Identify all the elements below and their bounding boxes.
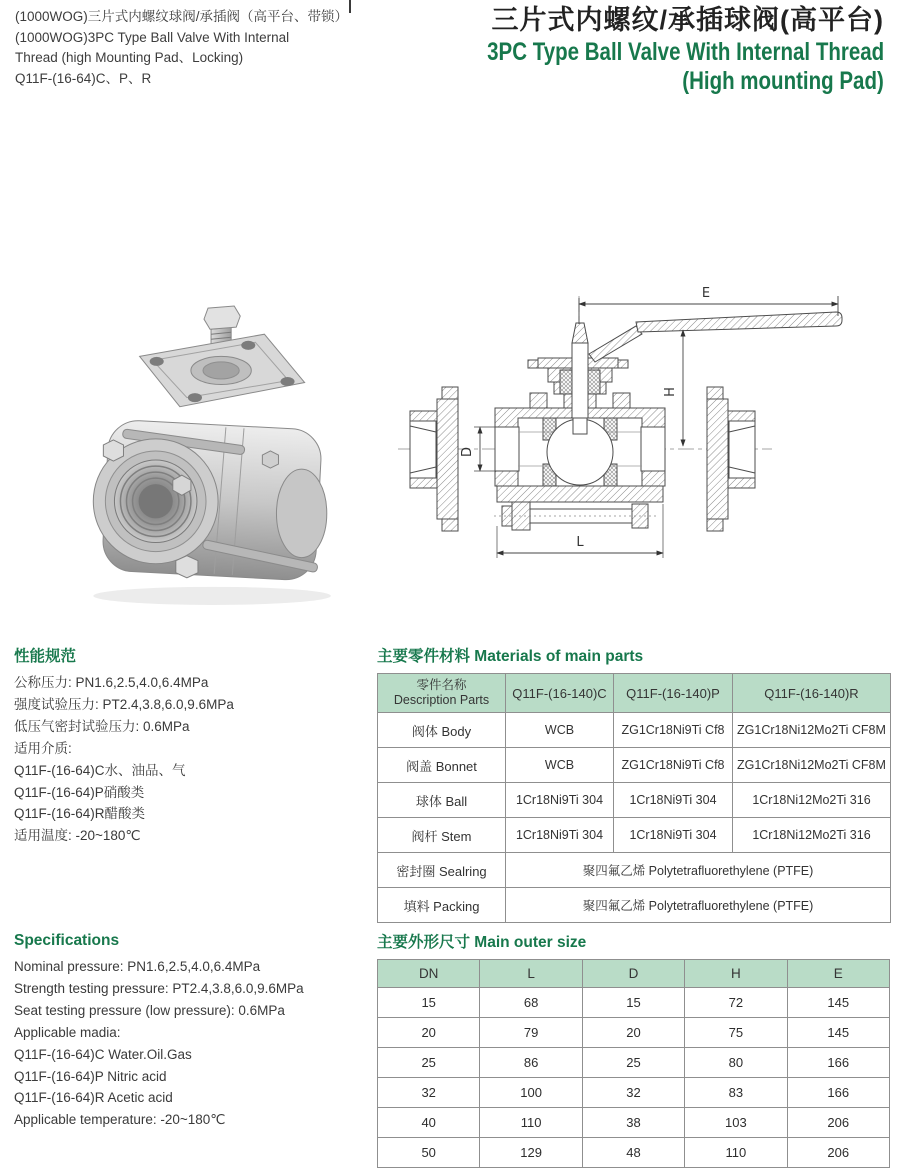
spec-line: Q11F-(16-64)C Water.Oil.Gas [14,1046,192,1062]
table-row: 15 68 15 72 145 [378,988,890,1018]
technical-drawing [390,266,895,601]
size-header-row [378,960,890,988]
size-header-e: E [787,960,889,988]
left-socket-section [410,387,458,531]
bottom-bolt [494,502,656,530]
materials-title: 主要零件材料 Materials of main parts [377,648,644,665]
right-socket-section [707,387,755,531]
spec-line: Q11F-(16-64)R醋酸类 [14,806,146,822]
dim-label-l: L [576,535,584,550]
materials-header-c: Q11F-(16-140)C [506,674,614,713]
page-title-en-line2: (High mounting Pad) [682,67,884,95]
specifications-heading-en: Specifications [14,932,120,949]
spec-line: Q11F-(16-64)P Nitric acid [14,1068,167,1084]
table-row: 40 110 38 103 206 [378,1108,890,1138]
spec-line: 适用温度: -20~180℃ [14,828,141,844]
table-row: 球体 Ball 1Cr18Ni9Ti 304 1Cr18Ni9Ti 304 1Cr18Ni12Mo2Ti 316 [378,783,891,818]
outer-size-table [377,959,890,1168]
spec-line: 适用介质: [14,740,72,756]
size-header-h: H [685,960,787,988]
performance-section-zh [14,644,379,847]
product-id-line-en2: Thread (high Mounting Pad、Locking) [15,50,244,66]
table-row: 阀体 Body WCB ZG1Cr18Ni9Ti Cf8 ZG1Cr18Ni12Mo2Ti CF8M [378,713,891,748]
spec-line: 公称压力: PN1.6,2.5,4.0,6.4MPa [14,675,209,690]
table-row: 阀杆 Stem 1Cr18Ni9Ti 304 1Cr18Ni9Ti 304 1Cr18Ni12Mo2Ti 316 [378,818,891,853]
valve-handle [589,312,842,362]
materials-header-row [378,674,891,713]
materials-header-part: 零件名称 Description Parts [378,674,506,713]
spec-line: Q11F-(16-64)C水、油品、气 [14,762,186,778]
size-header-d: D [582,960,684,988]
outer-size-section [377,930,890,1168]
table-row: 阀盖 Bonnet WCB ZG1Cr18Ni9Ti Cf8 ZG1Cr18Ni12Mo2Ti CF8M [378,748,891,783]
spec-line: Nominal pressure: PN1.6,2.5,4.0,6.4MPa [14,959,261,974]
product-photo [50,298,358,612]
dim-label-e: E [701,286,711,301]
page-title-en [400,38,884,96]
specifications-section-en [14,932,379,1131]
size-header-l: L [480,960,582,988]
page-title [400,2,884,96]
table-row: 32 100 32 83 166 [378,1078,890,1108]
page-title-zh: 三片式内螺纹/承插球阀(高平台) [491,5,884,35]
product-id-line-zh: (1000WOG)三片式内螺纹球阀/承插阀（高平台、带锁） [15,9,349,24]
table-row: 20 79 20 75 145 [378,1018,890,1048]
table-row: 50 129 48 110 206 [378,1138,890,1168]
spec-line: 低压气密封试验压力: 0.6MPa [14,718,190,734]
outer-size-title: 主要外形尺寸 Main outer size [377,934,587,951]
materials-header-r: Q11F-(16-140)R [733,674,891,713]
table-row: 填料 Packing 聚四氟乙烯 Polytetrafluorethylene (PTFE) [378,888,891,923]
materials-header-p: Q11F-(16-140)P [614,674,733,713]
spec-line: 强度试验压力: PT2.4,3.8,6.0,9.6MPa [14,696,234,712]
table-row: 密封圈 Sealring 聚四氟乙烯 Polytetrafluorethylene (PTFE) [378,853,891,888]
spec-line: Applicable temperature: -20~180℃ [14,1112,226,1128]
materials-table [377,673,891,923]
spec-line: Q11F-(16-64)P硝酸类 [14,784,145,800]
product-id-model: Q11F-(16-64)C、P、R [15,70,152,86]
spec-line: Applicable madia: [14,1024,121,1040]
spec-line: Seat testing pressure (low pressure): 0.6MPa [14,1002,285,1018]
materials-section [377,644,890,923]
performance-heading-zh: 性能规范 [14,648,77,665]
spec-line: Strength testing pressure: PT2.4,3.8,6.0,9.6MPa [14,980,304,996]
spec-line: Q11F-(16-64)R Acetic acid [14,1090,173,1106]
dim-label-h: H [663,387,678,397]
product-id-line-en1: (1000WOG)3PC Type Ball Valve With Internal [15,29,290,45]
size-header-dn: DN [378,960,480,988]
dim-label-d: D [460,446,475,458]
product-id-block [15,7,435,89]
table-row: 25 86 25 80 166 [378,1048,890,1078]
page-title-en-line1: 3PC Type Ball Valve With Internal Thread [486,38,884,66]
